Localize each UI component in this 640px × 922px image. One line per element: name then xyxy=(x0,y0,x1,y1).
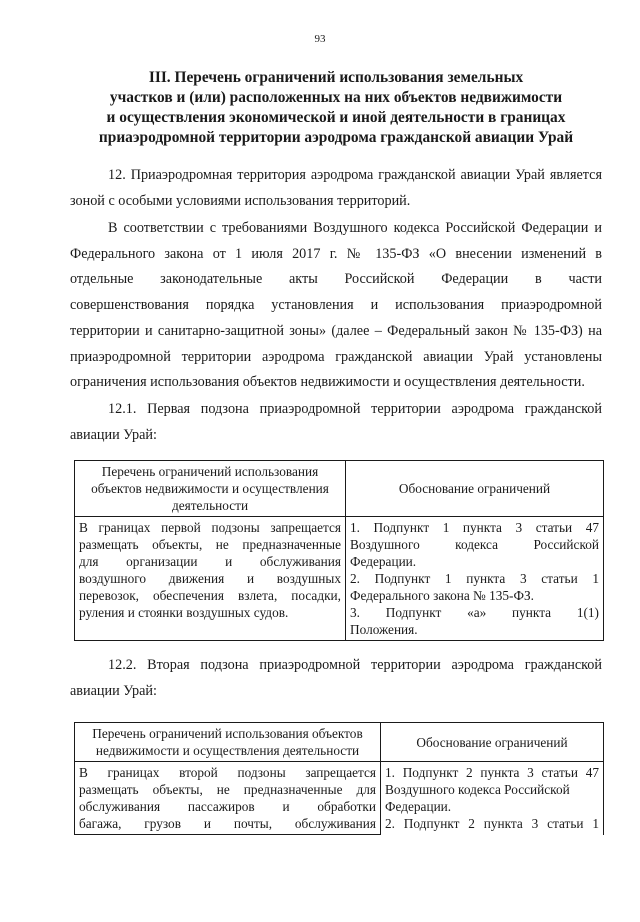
cell-line: руления и стоянки воздушных судов. xyxy=(79,605,289,620)
paragraph-12-2 xyxy=(70,653,602,704)
cell-line: 1. Подпункт 2 пункта 3 статьи 47 xyxy=(385,765,599,780)
header-cell-basis: Обоснование ограничений xyxy=(381,723,604,762)
header-line: объектов недвижимости и осуществления xyxy=(91,481,329,496)
heading-line: III. Перечень ограничений использования земельных xyxy=(148,69,524,86)
table-row xyxy=(75,517,604,641)
cell-line: Положения. xyxy=(350,622,418,637)
header-line: недвижимости и осуществления деятельности xyxy=(95,743,360,758)
paragraph-line: авиации Урай: xyxy=(70,682,157,699)
cell-line: Федерального закона № 135-ФЗ. xyxy=(350,588,534,603)
paragraph-12 xyxy=(70,163,602,214)
paragraph-line: приаэродромной территории аэродрома гражданской авиации Урай установлены xyxy=(70,348,602,365)
paragraph-line: Федерального закона от 1 июля 2017 г. № 135-ФЗ «О внесении изменений в xyxy=(70,245,602,262)
paragraph-line: ограничения использования объектов недвижимости и осуществления деятельности. xyxy=(70,374,585,391)
table-row xyxy=(75,762,604,835)
cell-line: размещать объекты, не предназначенные для xyxy=(79,782,376,797)
header-cell-basis: Обоснование ограничений xyxy=(346,461,604,517)
table-header-row xyxy=(75,461,604,517)
paragraph-line: совершенствования порядка установления и использования приаэродромной xyxy=(70,297,602,314)
paragraph-line: зоной с особыми условиями использования территорий. xyxy=(70,192,411,209)
restrictions-table-subzone-1 xyxy=(74,460,604,641)
section-heading xyxy=(70,68,602,148)
paragraph-line: В соответствии с требованиями Воздушного кодекса Российской Федерации и xyxy=(108,220,602,236)
header-line: Перечень ограничений использования объектов xyxy=(92,726,363,741)
paragraph-line: авиации Урай: xyxy=(70,426,157,443)
cell-line: 1. Подпункт 1 пункта 3 статьи 47 xyxy=(350,520,599,535)
cell-line: воздушного движения и воздушных xyxy=(79,571,341,586)
cell-line: 2. Подпункт 2 пункта 3 статьи 1 xyxy=(385,816,599,831)
table-header-row xyxy=(75,723,604,762)
paragraph-line: территории и санитарно-защитной зоны» (далее – Федеральный закон № 135-ФЗ) на xyxy=(70,322,602,339)
cell-line: Воздушного кодекса Российской xyxy=(385,782,570,797)
cell-line: обслуживания пассажиров и обработки xyxy=(79,799,376,814)
header-line: Перечень ограничений использования xyxy=(101,464,319,479)
heading-line: приаэродромной территории аэродрома гражданской авиации Урай xyxy=(98,129,574,146)
header-cell-restrictions xyxy=(75,461,346,517)
cell-line: Федерации. xyxy=(350,554,417,569)
header-cell-restrictions xyxy=(75,723,381,762)
heading-line: участков и (или) расположенных на них объектов недвижимости xyxy=(109,89,563,106)
restrictions-table-subzone-2 xyxy=(74,722,604,835)
restriction-cell xyxy=(75,762,381,835)
cell-line: Федерации. xyxy=(385,799,452,814)
cell-line: Воздушного кодекса Российской xyxy=(350,537,599,552)
paragraph-line: 12. Приаэродромная территория аэродрома гражданской авиации Урай является xyxy=(108,167,602,183)
paragraph-line: 12.1. Первая подзона приаэродромной территории аэродрома гражданской xyxy=(108,401,602,417)
cell-line: В границах первой подзоны запрещается xyxy=(79,520,341,535)
cell-line: перевозок, обеспечения взлета, посадки, xyxy=(79,588,341,603)
cell-line: 2. Подпункт 1 пункта 3 статьи 1 xyxy=(350,571,599,586)
cell-line: 3. Подпункт «а» пункта 1(1) xyxy=(350,605,599,620)
restriction-cell xyxy=(75,517,346,641)
basis-cell xyxy=(346,517,604,641)
header-line: деятельности xyxy=(171,498,249,513)
paragraph-12-1 xyxy=(70,397,602,448)
page-number: 93 xyxy=(314,33,326,45)
heading-line: и осуществления экономической и иной деятельности в границах xyxy=(106,109,566,126)
cell-line: багажа, грузов и почты, обслуживания xyxy=(79,816,376,831)
cell-line: В границах второй подзоны запрещается xyxy=(79,765,376,780)
cell-line: для организации и обслуживания xyxy=(79,554,341,569)
paragraph-line: 12.2. Вторая подзона приаэродромной территории аэродрома гражданской xyxy=(108,657,602,673)
paragraph-legal-basis xyxy=(70,216,602,396)
cell-line: размещать объекты, не предназначенные xyxy=(79,537,341,552)
paragraph-line: отдельные законодательные акты Российской Федерации в части xyxy=(70,271,602,288)
basis-cell xyxy=(381,762,604,835)
